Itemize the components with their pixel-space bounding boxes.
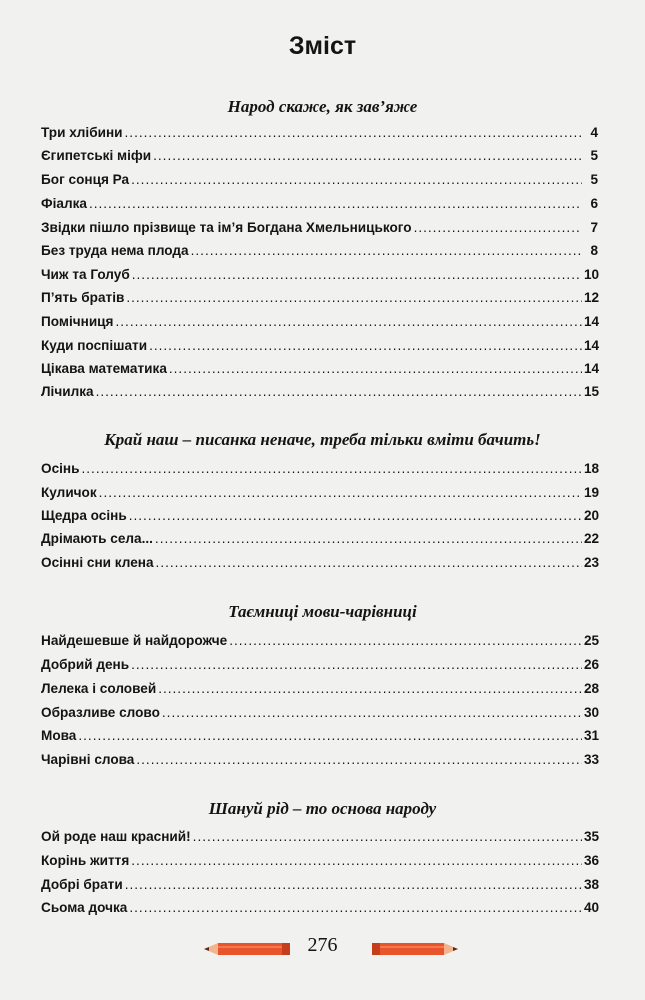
- toc-entry[interactable]: [41, 633, 598, 653]
- toc-entry[interactable]: [41, 361, 598, 381]
- dot-leader: [153, 148, 582, 163]
- dot-leader: [131, 853, 582, 868]
- toc-entry[interactable]: [41, 531, 598, 551]
- dot-leader: [131, 172, 582, 187]
- dot-leader: [158, 681, 582, 696]
- toc-entry[interactable]: [41, 384, 598, 404]
- toc-entry-title: Лелека і соловей: [41, 681, 157, 696]
- toc-entry[interactable]: [41, 705, 598, 725]
- toc-entry-page: 10: [584, 267, 600, 282]
- toc-entry-title: Куличок: [41, 485, 97, 500]
- dot-leader: [156, 555, 582, 570]
- toc-entry-title: Сьома дочка: [41, 900, 128, 915]
- toc-entry[interactable]: [41, 508, 598, 528]
- dot-leader: [126, 290, 582, 305]
- toc-entry[interactable]: [41, 172, 598, 192]
- toc-entry-title: Чиж та Голуб: [41, 267, 130, 282]
- dot-leader: [78, 728, 582, 743]
- toc-entry[interactable]: [41, 338, 598, 358]
- toc-entry-page: 15: [584, 384, 600, 399]
- toc-entry[interactable]: [41, 243, 598, 263]
- toc-entry-page: 35: [584, 829, 600, 844]
- toc-entry-page: 20: [584, 508, 600, 523]
- pencil-right-icon: [372, 942, 458, 956]
- toc-entry[interactable]: [41, 461, 598, 481]
- toc-entry-page: 6: [590, 196, 598, 211]
- dot-leader: [129, 900, 582, 915]
- toc-entry[interactable]: [41, 877, 598, 897]
- dot-leader: [136, 752, 582, 767]
- toc-entry-title: Цікава математика: [41, 361, 167, 376]
- toc-entry-page: 38: [584, 877, 600, 892]
- toc-entry-page: 25: [584, 633, 600, 648]
- dot-leader: [96, 384, 582, 399]
- toc-entry-page: 12: [584, 290, 600, 305]
- toc-entry[interactable]: [41, 681, 598, 701]
- toc-entry-page: 4: [590, 125, 598, 140]
- dot-leader: [193, 829, 582, 844]
- toc-entry[interactable]: [41, 125, 598, 145]
- toc-entry-page: 14: [584, 338, 600, 353]
- toc-entry-page: 14: [584, 361, 600, 376]
- dot-leader: [191, 243, 582, 258]
- dot-leader: [162, 705, 582, 720]
- page-title: Зміст: [288, 32, 357, 60]
- toc-entry-title: Без труда нема плода: [41, 243, 189, 258]
- toc-entry[interactable]: [41, 853, 598, 873]
- toc-entry[interactable]: [41, 220, 598, 240]
- toc-entry[interactable]: [41, 657, 598, 677]
- toc-entry-title: Звідки пішло прізвище та ім’я Богдана Хмельницького: [41, 220, 412, 235]
- dot-leader: [129, 508, 582, 523]
- dot-leader: [169, 361, 582, 376]
- section-heading: Шануй рід – то основа народу: [208, 799, 437, 818]
- toc-entry-title: Куди поспішати: [41, 338, 148, 353]
- section-heading: Край наш – писанка неначе, треба тільки вміти бачить!: [104, 430, 541, 449]
- toc-entry-title: Найдешевше й найдорожче: [41, 633, 228, 648]
- dot-leader: [229, 633, 582, 648]
- toc-entry-title: Чарівні слова: [41, 752, 135, 767]
- toc-entry[interactable]: [41, 148, 598, 168]
- toc-entry-page: 36: [584, 853, 600, 868]
- toc-entry-page: 26: [584, 657, 600, 672]
- toc-entry-title: Бог сонця Ра: [41, 172, 130, 187]
- toc-entry-page: 22: [584, 531, 600, 546]
- toc-entry-title: Лічилка: [41, 384, 94, 399]
- dot-leader: [414, 220, 582, 235]
- toc-entry-page: 14: [584, 314, 600, 329]
- toc-entry-title: Ой роде наш красний!: [41, 829, 191, 844]
- page-number: 276: [307, 934, 338, 956]
- dot-leader: [115, 314, 582, 329]
- page-footer: [0, 934, 645, 964]
- toc-entry-title: Єгипетські міфи: [41, 148, 152, 163]
- toc-entry-page: 7: [590, 220, 598, 235]
- toc-entry-title: Осінні сни клена: [41, 555, 154, 570]
- toc-entry-page: 18: [584, 461, 600, 476]
- section-heading: Таємниці мови-чарівниці: [228, 602, 417, 621]
- toc-entry[interactable]: [41, 900, 598, 920]
- toc-entry-page: 5: [590, 148, 598, 163]
- dot-leader: [132, 267, 582, 282]
- toc-entry-title: Добрі брати: [41, 877, 123, 892]
- dot-leader: [81, 461, 582, 476]
- toc-entry-page: 8: [590, 243, 598, 258]
- dot-leader: [131, 657, 582, 672]
- toc-entry-page: 31: [584, 728, 600, 743]
- toc-entry-page: 28: [584, 681, 600, 696]
- dot-leader: [99, 485, 582, 500]
- toc-entry-title: Щедра осінь: [41, 508, 127, 523]
- toc-entry-page: 33: [584, 752, 600, 767]
- toc-entry[interactable]: [41, 555, 598, 575]
- toc-entry-title: Помічниця: [41, 314, 114, 329]
- toc-entry-title: Мова: [41, 728, 77, 743]
- toc-entry-page: 19: [584, 485, 600, 500]
- dot-leader: [125, 877, 582, 892]
- toc-entry-title: Три хлібини: [41, 125, 123, 140]
- toc-entry-page: 23: [584, 555, 600, 570]
- toc-entry[interactable]: [41, 196, 598, 216]
- toc-entry[interactable]: [41, 485, 598, 505]
- toc-entry[interactable]: [41, 290, 598, 310]
- toc-entry-title: Образливе слово: [41, 705, 160, 720]
- dot-leader: [149, 338, 582, 353]
- toc-entry[interactable]: [41, 728, 598, 748]
- dot-leader: [125, 125, 582, 140]
- dot-leader: [155, 531, 582, 546]
- section-heading: Народ скаже, як зав’яже: [227, 97, 418, 116]
- toc-entry-title: Фіалка: [41, 196, 87, 211]
- toc-entry[interactable]: [41, 752, 598, 772]
- toc-entry[interactable]: [41, 267, 598, 287]
- toc-entry-page: 30: [584, 705, 600, 720]
- dot-leader: [89, 196, 582, 211]
- toc-entry-title: Осінь: [41, 461, 80, 476]
- toc-entry-page: 40: [584, 900, 600, 915]
- toc-entry[interactable]: [41, 829, 598, 849]
- toc-entry-title: Добрий день: [41, 657, 130, 672]
- toc-entry-page: 5: [590, 172, 598, 187]
- toc-entry-title: Корінь життя: [41, 853, 130, 868]
- toc-entry[interactable]: [41, 314, 598, 334]
- toc-entry-title: П’ять братів: [41, 290, 125, 305]
- toc-entry-title: Дрімають села...: [41, 531, 153, 546]
